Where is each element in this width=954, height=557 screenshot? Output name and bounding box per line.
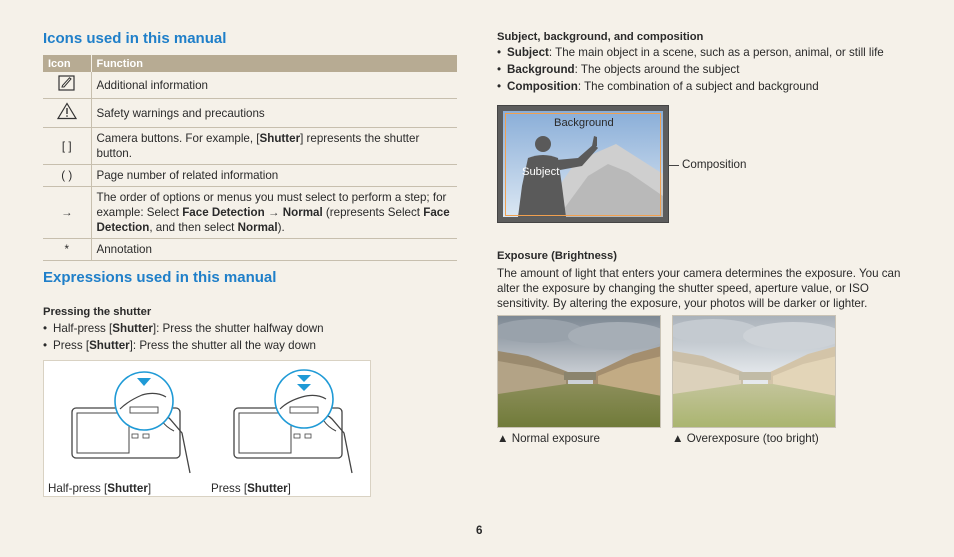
- warning-icon: [43, 99, 91, 128]
- table-cell-icon: →: [43, 187, 91, 239]
- note-icon: [43, 72, 91, 99]
- press-caption: Press [Shutter]: [211, 482, 291, 495]
- normal-exposure-caption: ▲ Normal exposure: [497, 432, 600, 445]
- list-item: • Background: The objects around the subject: [497, 61, 884, 78]
- subject-label: Subject: [522, 166, 560, 178]
- table-header-function: Function: [91, 55, 457, 72]
- table-cell-function: Additional information: [91, 72, 457, 99]
- expressions-section-title: Expressions used in this manual: [43, 269, 277, 286]
- table-cell-function: The order of options or menus you must select to perform a step; for example: Select Face Detection → Normal (represents Select Face Detection, and then select Normal).: [91, 187, 457, 239]
- half-press-illustration: [44, 361, 372, 498]
- background-label: Background: [554, 117, 614, 129]
- pressing-shutter-subtitle: Pressing the shutter: [43, 306, 152, 318]
- overexposure-caption: ▲ Overexposure (too bright): [672, 432, 819, 445]
- table-row: [43, 187, 457, 239]
- table-header-row: [43, 55, 457, 72]
- shutter-illustration-panel: [43, 360, 371, 497]
- table-row: [43, 99, 457, 128]
- normal-exposure-photo: [497, 315, 661, 428]
- exposure-section-title: Exposure (Brightness): [497, 250, 617, 262]
- table-row: [43, 165, 457, 187]
- icons-section-title: Icons used in this manual: [43, 30, 227, 47]
- table-header-icon: Icon: [43, 55, 91, 72]
- table-row: [43, 239, 457, 261]
- shutter-bullet-list: [43, 320, 324, 354]
- table-row: [43, 72, 457, 99]
- list-item: • Half-press [Shutter]: Press the shutter halfway down: [43, 320, 324, 337]
- list-item: • Subject: The main object in a scene, such as a person, animal, or still life: [497, 44, 884, 61]
- table-cell-icon: *: [43, 239, 91, 261]
- composition-section-title: Subject, background, and composition: [497, 31, 704, 43]
- list-item: • Composition: The combination of a subject and background: [497, 78, 884, 95]
- page-number: 6: [476, 524, 483, 537]
- table-cell-function: Page number of related information: [91, 165, 457, 187]
- table-cell-function: Annotation: [91, 239, 457, 261]
- half-press-caption: Half-press [Shutter]: [48, 482, 152, 495]
- table-cell-function: Camera buttons. For example, [Shutter] represents the shutter button.: [91, 128, 457, 165]
- exposure-description: The amount of light that enters your camera determines the exposure. You can alter the exposure by changing the shutter speed, aperture value, or ISO sensitivity. By altering the exposure, your photos will be darker or lighter.: [497, 267, 901, 310]
- list-item: • Press [Shutter]: Press the shutter all the way down: [43, 337, 324, 354]
- composition-leader-line: [669, 165, 679, 166]
- overexposure-photo: [672, 315, 836, 428]
- composition-illustration: [497, 105, 669, 223]
- table-cell-function: Safety warnings and precautions: [91, 99, 457, 128]
- table-row: [43, 128, 457, 165]
- composition-label: Composition: [682, 158, 747, 171]
- table-cell-icon: ( ): [43, 165, 91, 187]
- table-cell-icon: [ ]: [43, 128, 91, 165]
- composition-bullet-list: [497, 44, 884, 95]
- icons-table: [43, 55, 457, 261]
